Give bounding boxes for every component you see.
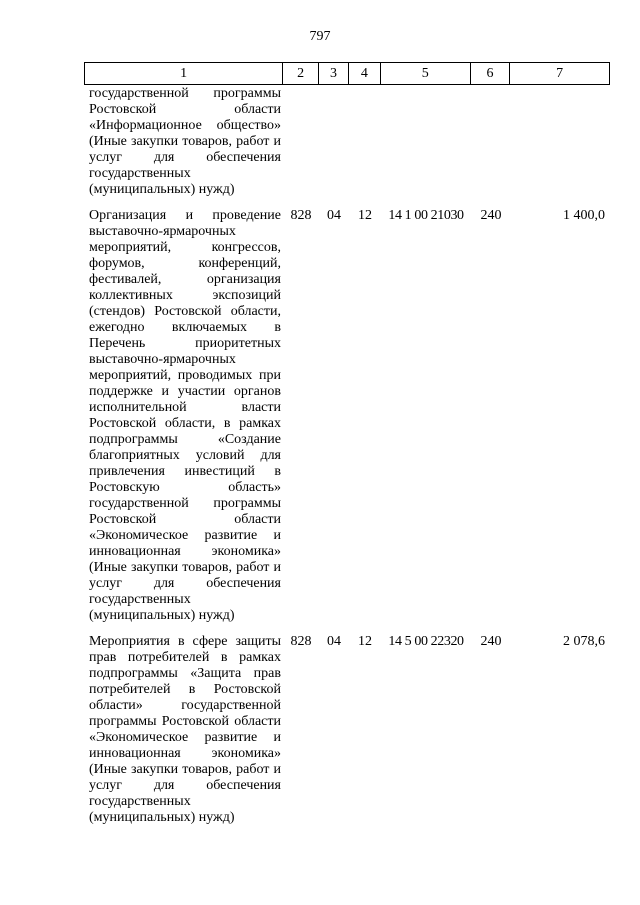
cell-sum: 1 400,0 (563, 208, 605, 223)
page-number: 797 (309, 29, 331, 44)
row-description: Организация и проведение выставочно-ярмарочных мероприятий, конгрессов, форумов, конференций, фестивалей, организация коллективных экспозиций (стендов) Ростовской области, ежегодно включаемых в Перечень приоритетных выставочно-ярмарочных мероприятий, проводимых при поддержке и участии органов исполнительной власти Ростовской области, в рамках подпрограммы «Создание благоприятных условий для привлечения инвестиций в Ростовскую область» государственной программы Ростовской области «Экономическое развитие и инновационная экономика» (Иные закупки товаров, работ и услуг для обеспечения государственных (муниципальных) нужд) (89, 208, 281, 623)
table-header-row (84, 62, 610, 85)
cell-vr: 240 (480, 634, 502, 649)
header-col-5: 5 (380, 63, 470, 84)
cell-rz: 04 (327, 208, 341, 223)
row-description: Мероприятия в сфере защиты прав потребителей в рамках подпрограммы «Защита прав потребителей в Ростовской области» государственной программы Ростовской области «Экономическое развитие и инновационная экономика» (Иные закупки товаров, работ и услуг для обеспечения государственных (муниципальных) нужд) (89, 634, 281, 825)
cell-vr: 240 (480, 208, 502, 223)
cell-gr: 828 (290, 634, 312, 649)
cell-pr: 12 (358, 208, 372, 223)
header-col-4: 4 (348, 63, 380, 84)
cell-sum: 2 078,6 (563, 634, 605, 649)
header-col-2: 2 (282, 63, 318, 84)
cell-pr: 12 (358, 634, 372, 649)
table-row (85, 634, 609, 826)
table-row (85, 208, 609, 624)
cell-rz: 04 (327, 634, 341, 649)
header-col-7: 7 (509, 63, 609, 84)
row-description: государственной программы Ростовской области «Информационное общество» (Иные закупки товаров, работ и услуг для обеспечения государственных (муниципальных) нужд) (89, 86, 281, 197)
header-col-6: 6 (470, 63, 510, 84)
header-col-1: 1 (180, 66, 188, 81)
table-body (85, 86, 609, 836)
cell-cs: 14 5 00 22320 (388, 634, 464, 649)
cell-gr: 828 (290, 208, 312, 223)
table-row (85, 86, 609, 198)
header-col-3: 3 (318, 63, 348, 84)
cell-cs: 14 1 00 21030 (388, 208, 464, 223)
